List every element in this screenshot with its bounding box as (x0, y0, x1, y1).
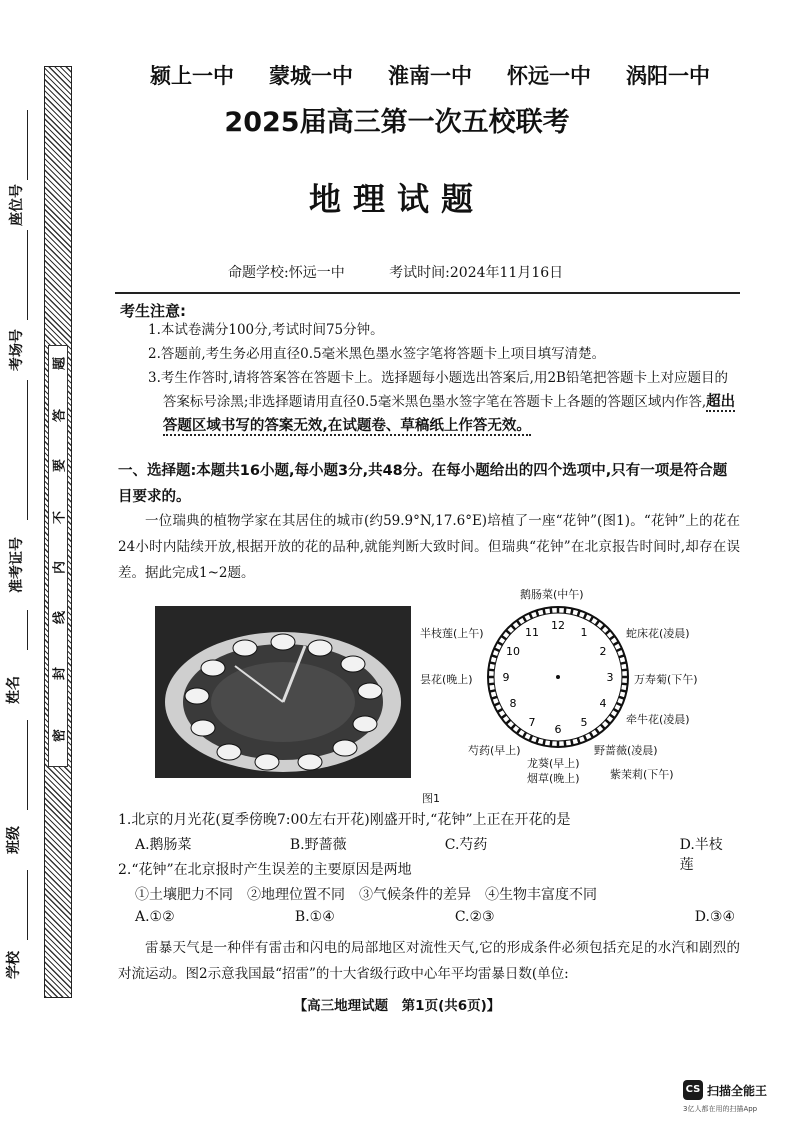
seal-char: 封 (52, 667, 68, 681)
notice-item (148, 366, 738, 438)
clock-center (556, 675, 560, 679)
clock-tick (506, 720, 510, 724)
clock-tick (536, 610, 538, 616)
clock-tick (596, 729, 600, 734)
clock-tick (494, 649, 499, 651)
scanner-logo: CS (683, 1080, 703, 1100)
flower-label: 万寿菊(下午) (634, 673, 698, 686)
clock-tick (606, 630, 610, 634)
clock-tick (490, 690, 496, 691)
clock-tick (590, 616, 593, 621)
option-a[interactable]: A.鹅肠菜 (135, 837, 192, 853)
setter-school: 命题学校:怀远一中 (228, 265, 345, 281)
notice-item: 2.答题前,考生务必用直径0.5毫米黑色墨水签字笔将答题卡上项目填写清楚。 (148, 346, 606, 362)
clock-tick (584, 735, 586, 740)
clock-tick (613, 709, 618, 712)
clock-tick (622, 684, 628, 685)
clock-tick (543, 609, 544, 615)
clock-number: 8 (509, 697, 517, 710)
clock-tick (488, 684, 494, 685)
clock-tick (511, 625, 515, 629)
school-name: 颍上一中 (150, 64, 234, 88)
clock-number: 11 (525, 625, 539, 639)
clock-tick (543, 740, 544, 746)
clock-number: 1 (580, 625, 588, 639)
seal-line-box (48, 345, 68, 767)
figure-caption: 图1 (422, 792, 440, 805)
clock-tick (551, 607, 552, 613)
school-list (150, 60, 710, 90)
question-1-stem: 1.北京的月光花(夏季傍晚7:00左右开花)刚盛开时,“花钟”上正在开花的是 (118, 812, 571, 828)
clock-tick (565, 607, 566, 613)
scanner-watermark (683, 1080, 793, 1120)
option-b[interactable]: B.①④ (294, 909, 335, 925)
school-label: 学校 (6, 951, 22, 979)
clock-tick (523, 732, 526, 737)
option-c[interactable]: C.芍药 (444, 837, 488, 853)
school-name: 怀远一中 (507, 64, 591, 88)
clock-tick (571, 609, 572, 615)
clock-tick (488, 670, 494, 671)
school-name: 淮南一中 (388, 64, 472, 88)
seal-char: 要 (52, 459, 68, 473)
seal-char: 内 (52, 561, 68, 575)
clock-tick (622, 670, 628, 671)
clock-tick (619, 655, 625, 657)
name-label: 姓名 (6, 676, 22, 704)
clock-number: 12 (551, 619, 565, 632)
flower-label: 紫茉莉(下午) (610, 768, 674, 781)
fill-line (27, 380, 28, 520)
clock-tick (523, 616, 526, 621)
clock-tick (536, 738, 538, 744)
notice-item: 1.本试卷满分100分,考试时间75分钟。 (148, 322, 384, 338)
flower-label: 龙葵(早上) (527, 757, 580, 770)
clock-tick (506, 630, 510, 634)
exam-title: 2025届高三第一次五校联考 (224, 107, 570, 138)
clock-tick (610, 715, 615, 719)
clock-tick (578, 738, 580, 744)
clock-tick (601, 625, 605, 629)
school-name: 蒙城一中 (269, 64, 353, 88)
fill-line (27, 230, 28, 320)
seal-char: 密 (52, 729, 68, 743)
exam-room-label: 考场号 (9, 329, 25, 371)
seal-char: 答 (52, 409, 68, 423)
clock-tick (530, 613, 532, 618)
option-d[interactable]: D.③④ (694, 909, 735, 925)
question-intro-2: 雷暴天气是一种伴有雷击和闪电的局部地区对流性天气,它的形成条件必须包括充足的水汽和剧烈的对流运动。图2示意我国最“招雷”的十大省级行政中心年平均雷暴日数(单位: (118, 940, 740, 982)
clock-tick (606, 720, 610, 724)
flower-label: 牵牛花(凌晨) (626, 713, 690, 726)
header-divider (115, 292, 740, 294)
clock-tick (578, 610, 580, 616)
fill-line (27, 870, 28, 940)
clock-tick (621, 690, 627, 691)
seal-char: 题 (52, 357, 68, 371)
clock-tick (613, 642, 618, 645)
question-2-items: ①土壤肥力不同 ②地理位置不同 ③气候条件的差异 ④生物丰富度不同 (135, 887, 597, 903)
admission-number-label: 准考证号 (9, 537, 25, 593)
clock-tick (511, 725, 515, 729)
flower-label: 野蔷薇(凌晨) (594, 744, 658, 757)
clock-number: 9 (502, 671, 510, 684)
clock-tick (501, 636, 506, 640)
question-2-options (135, 909, 735, 925)
flower-label: 半枝莲(上午) (420, 627, 484, 640)
flower-label: 烟草(晚上) (527, 772, 580, 785)
scanner-name: 扫描全能王 (707, 1084, 768, 1098)
flower-label: 昙花(晚上) (420, 673, 473, 686)
clock-tick (616, 649, 621, 651)
fill-line (27, 720, 28, 810)
notice-title: 考生注意: (120, 302, 186, 320)
question-intro: 一位瑞典的植物学家在其居住的城市(约59.9°N,17.6°E)培植了一座“花钟”(图1)。“花钟”上的花在24小时内陆续开放,根据开放的花的品种,就能判断大致时间。但瑞典“花钟”在北京报告时间时,却存在误差。据此完成1~2题。 (118, 513, 740, 581)
clock-tick (501, 715, 506, 719)
clock-tick (584, 613, 586, 618)
class-label: 班级 (6, 826, 22, 854)
clock-tick (530, 735, 532, 740)
question-2-stem: 2.“花钟”在北京报时产生误差的主要原因是两地 (118, 862, 412, 878)
clock-tick (619, 697, 625, 699)
seat-number-label: 座位号 (9, 184, 25, 226)
clock-tick (551, 741, 552, 747)
clock-tick (571, 740, 572, 746)
clock-number: 7 (528, 716, 536, 730)
clock-number: 4 (599, 697, 607, 710)
clock-tick (621, 662, 627, 663)
clock-tick (497, 709, 502, 712)
notice-item-text: 3.考生作答时,请将答案答在答题卡上。选择题每小题选出答案后,用2B铅笔把答题卡上对应题目的答案标号涂黑;非选择题请用直径0.5毫米黑色墨水签字笔在答题卡上各题的答题区域内作答, (148, 370, 728, 410)
flower-label: 鹅肠菜(中午) (520, 588, 584, 601)
section-heading: 一、选择题:本题共16小题,每小题3分,共48分。在每小题给出的四个选项中,只有一项是符合题目要求的。 (118, 463, 728, 505)
clock-tick (565, 741, 566, 747)
option-b[interactable]: B.野蔷薇 (289, 837, 347, 853)
flower-clock-photo (155, 606, 411, 778)
seal-char: 不 (52, 511, 68, 525)
clock-tick (494, 703, 499, 705)
clock-tick (517, 620, 521, 625)
flower-label: 芍药(早上) (468, 744, 521, 757)
seal-char: 线 (52, 611, 68, 625)
clock-number: 2 (599, 645, 607, 658)
clock-tick (497, 642, 502, 645)
clock-tick (590, 732, 593, 737)
exam-meta (228, 262, 603, 282)
flower-clock-photo-drawing (155, 606, 411, 778)
clock-number: 10 (505, 645, 520, 658)
clock-tick (610, 636, 615, 640)
clock-number: 6 (554, 723, 562, 736)
option-c[interactable]: C.②③ (454, 909, 495, 925)
fill-line (27, 610, 28, 650)
clock-number: 3 (606, 671, 614, 684)
clock-tick (490, 662, 496, 663)
option-d[interactable]: D.半枝莲 (679, 837, 723, 873)
clock-tick (616, 703, 621, 705)
clock-tick (491, 655, 497, 657)
option-a[interactable]: A.①② (135, 909, 175, 925)
clock-tick (517, 729, 521, 734)
notice-emphasis: 超出答题区域书写的答案无效,在试题卷、草稿纸上作答无效。 (162, 394, 736, 434)
subject-title: 地理试题 (308, 180, 485, 218)
school-name: 涡阳一中 (626, 64, 710, 88)
clock-tick (596, 620, 600, 625)
page-footer: 【高三地理试题 第1页(共6页)】 (293, 998, 501, 1014)
clock-tick (601, 725, 605, 729)
clock-number: 5 (580, 716, 588, 730)
exam-time: 考试时间:2024年11月16日 (389, 265, 564, 281)
flower-label: 蛇床花(凌晨) (626, 627, 690, 640)
clock-tick (491, 697, 497, 699)
scanner-tagline: 3亿人都在用的扫描App (683, 1105, 758, 1113)
